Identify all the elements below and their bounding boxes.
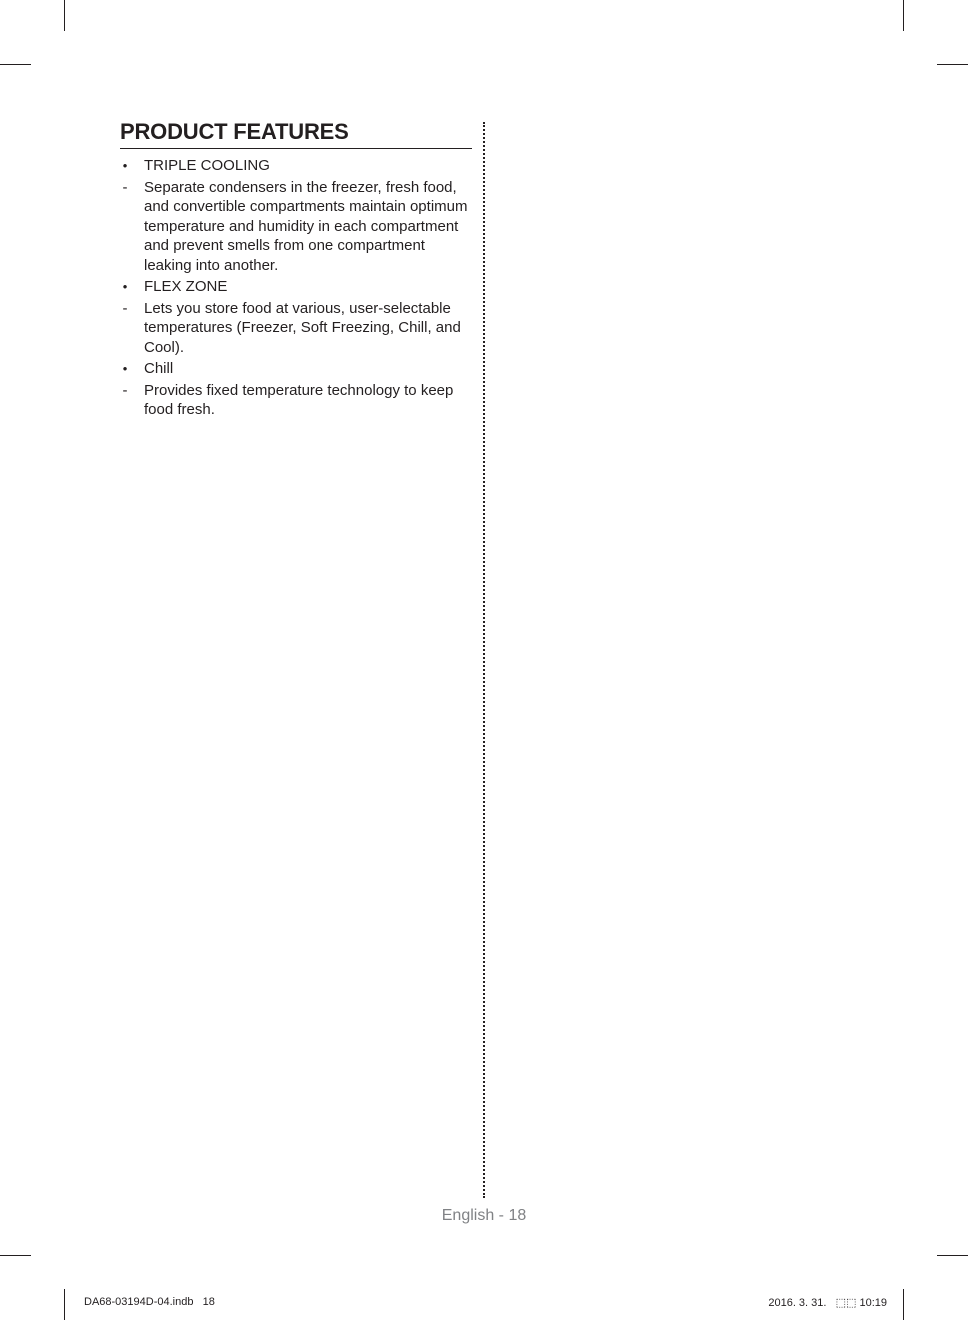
feature-name: TRIPLE COOLING [144, 157, 270, 174]
print-slug-date: 2016. 3. 31. ⬚⬚ 10:19 [768, 1297, 887, 1309]
print-slug-file: DA68-03194D-04.indb 18 [84, 1296, 215, 1308]
feature-list [120, 156, 470, 422]
feature-description [120, 381, 470, 420]
feature-item [120, 277, 470, 297]
page-title: PRODUCT FEATURES [120, 119, 349, 144]
dash-marker: - [122, 299, 128, 317]
crop-mark [903, 0, 904, 31]
dash-marker: - [122, 178, 128, 196]
crop-mark [64, 1289, 65, 1320]
feature-description-text: Lets you store food at various, user-selectable temperatures (Freezer, Soft Freezing, Chill, and Cool). [144, 299, 461, 356]
crop-mark [0, 64, 31, 65]
crop-mark [0, 1255, 31, 1256]
bullet-marker: • [122, 361, 128, 376]
crop-mark [903, 1289, 904, 1320]
bullet-marker: • [122, 279, 128, 294]
feature-item [120, 156, 470, 176]
column-divider [483, 122, 485, 1198]
crop-mark [64, 0, 65, 31]
dash-marker: - [122, 381, 128, 399]
bullet-marker: • [122, 158, 128, 173]
crop-mark [937, 64, 968, 65]
page-number: English - 18 [441, 1207, 527, 1224]
title-underline [120, 148, 472, 149]
feature-description [120, 299, 470, 358]
feature-item [120, 359, 470, 379]
feature-description-text: Separate condensers in the freezer, fresh food, and convertible compartments maintain optimum temperature and humidity in each compartment and prevent smells from one compartment leaking into another. [144, 178, 468, 274]
crop-mark [937, 1255, 968, 1256]
feature-description-text: Provides fixed temperature technology to keep food fresh. [144, 381, 454, 418]
feature-name: FLEX ZONE [144, 278, 228, 295]
feature-name: Chill [144, 360, 174, 377]
feature-description [120, 178, 470, 276]
